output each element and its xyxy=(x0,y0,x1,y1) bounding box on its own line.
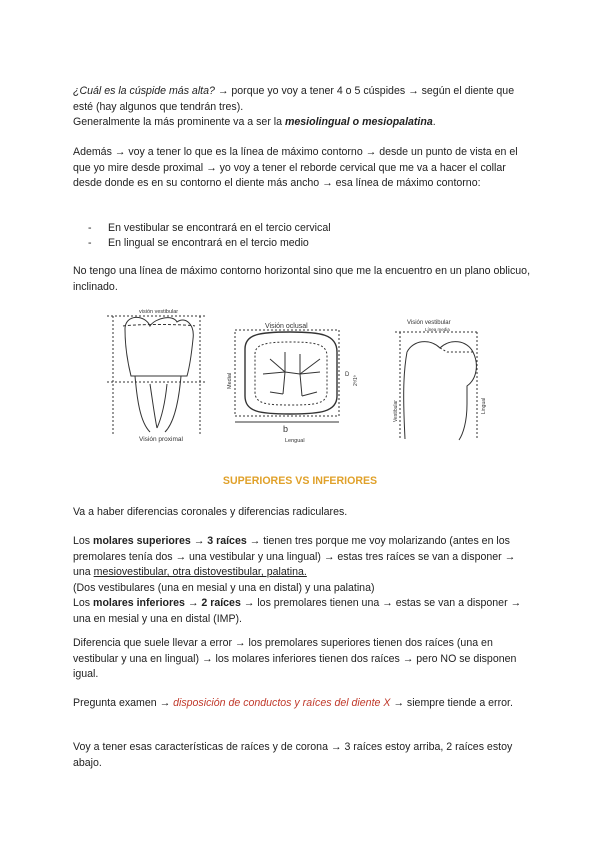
molar-diagrams-figure xyxy=(95,304,505,444)
prominent-text: Generalmente la más prominente va a ser la xyxy=(73,116,285,129)
vestibular-title: Visión vestibular xyxy=(407,320,451,326)
bullet-dash: - xyxy=(88,237,92,249)
paragraph-differences: Va a haber diferencias coronales y diferencias radiculares. xyxy=(73,506,348,518)
paragraph-oblique: No tengo una línea de máximo contorno horizontal sino que me la encuentro en un plano oblicuo, inclinado. xyxy=(73,265,531,293)
occlusal-view-diagram xyxy=(227,323,359,444)
molars-sup-lead: Los xyxy=(73,535,94,547)
vestibular-view-diagram xyxy=(393,320,487,440)
occlusal-b-letter: b xyxy=(283,424,289,434)
period: . xyxy=(432,116,436,129)
answer-text: → porque yo voy a tener 4 o 5 cúspides → según el diente que esté (hay algunos que tendrán tres). xyxy=(73,85,515,113)
section-heading: SUPERIORES VS INFERIORES xyxy=(222,475,378,487)
molars-sup-bold: molares superiores → 3 raíces xyxy=(93,535,247,547)
exam-lead: Pregunta examen → xyxy=(73,697,174,709)
roots-disposition: mesiovestibular, otra distovestibular, palatina. xyxy=(93,566,307,579)
molars-inf-bold: molares inferiores → 2 raíces xyxy=(93,597,241,610)
proximal-bottom-label: Visión proximal xyxy=(139,436,183,443)
paragraph-molars xyxy=(73,534,535,628)
vestibular-left-label: Vestibular xyxy=(393,400,399,422)
paragraph-error: Diferencia que suele llevar a error → los premolares superiores tienen dos raíces (una en vestibular y una en lingual) → los molares inferiores tienen dos raíces → pero NO se disponen igual. xyxy=(73,637,517,681)
exam-topic: disposición de conductos y raíces del diente X xyxy=(173,697,391,709)
occlusal-right-label: D xyxy=(345,372,350,378)
bullet-dash: - xyxy=(88,222,92,234)
molars-inf-lead: Los xyxy=(73,597,94,610)
proximal-view-diagram xyxy=(107,309,207,443)
exam-tail: → siempre tiende a error. xyxy=(390,697,513,709)
molars-inf-text: → los premolares tienen una → estas se van a disponer → una en mesial y una en distal (IMP). xyxy=(73,597,522,625)
occlusal-left-label: Medial xyxy=(227,372,233,389)
vestibular-right-label: Lingual xyxy=(481,397,487,414)
question-text: ¿Cuál es la cúspide más alta? xyxy=(73,85,215,97)
paragraph-cuspid xyxy=(73,84,535,131)
roots-note: (Dos vestibulares (una en mesial y una en distal) y una palatina) xyxy=(73,581,375,594)
prominent-cusp-name: mesiolingual o mesiopalatina xyxy=(284,116,433,129)
occlusal-right-label-2: 2ª/1ª xyxy=(353,375,359,386)
vestibular-subtitle: Línea media xyxy=(425,327,450,332)
bullet-text: En lingual se encontrará en el tercio medio xyxy=(108,237,309,249)
paragraph-exam xyxy=(73,696,535,712)
occlusal-title: Visión oclusal xyxy=(265,323,308,330)
paragraph-summary: Voy a tener esas características de raíces y de corona → 3 raíces estoy arriba, 2 raíces estoy abajo. xyxy=(73,741,513,769)
occlusal-bottom-label: Lengual xyxy=(285,438,305,444)
molars-sup-text: → tienen tres porque me voy molarizando (antes en los premolares tenía dos → una vestibular y una lingual) → estas tres raíces se van a disponer → una xyxy=(73,535,516,579)
bullet-text: En vestibular se encontrará en el tercio cervical xyxy=(108,222,331,234)
proximal-top-label: visión vestibular xyxy=(139,309,179,315)
paragraph-max-contour: Además → voy a tener lo que es la línea de máximo contorno → desde un punto de vista en el que yo mire desde proximal → yo voy a tener el reborde cervical que me va a hacer el collar desde donde es en su contorno el diente más ancho → esa línea de máximo contorno: xyxy=(73,146,518,190)
